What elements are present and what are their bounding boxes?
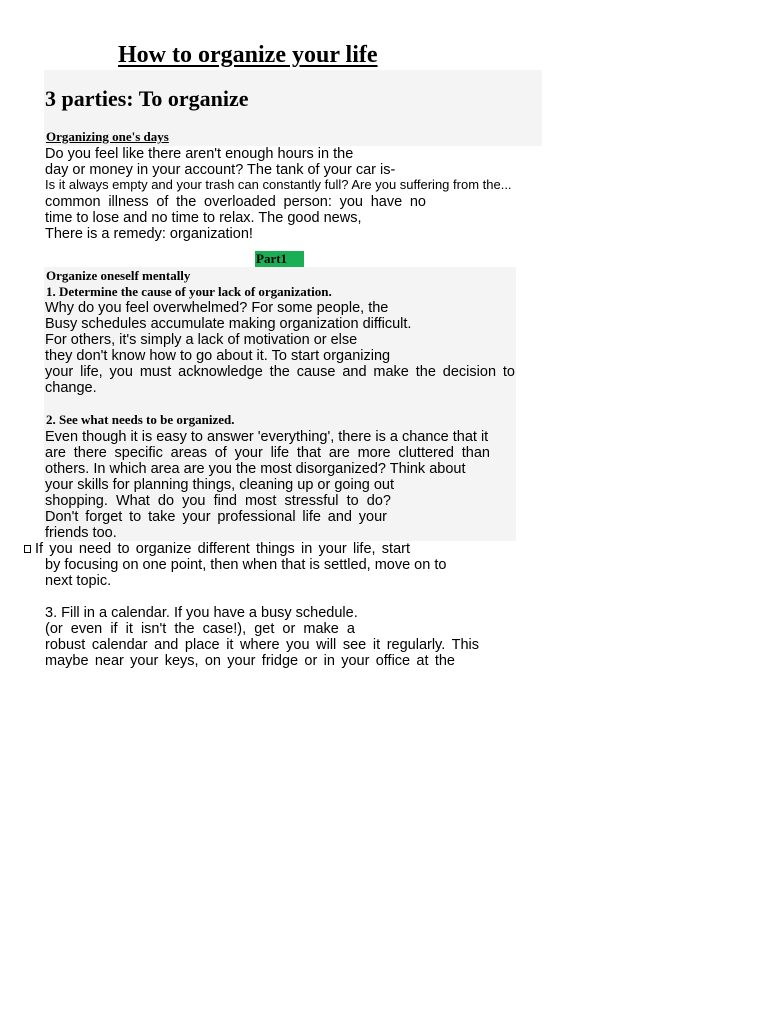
body-line: shopping. What do you find most stressful to do?: [45, 493, 391, 509]
section-heading: Organize oneself mentally: [46, 268, 191, 283]
body-line: are there specific areas of your life that are more cluttered than: [45, 445, 490, 461]
body-line: For others, it's simply a lack of motivation or else: [45, 332, 358, 348]
intro-line: common illness of the overloaded person: you have no: [45, 194, 426, 210]
section-heading: 3 parties: To organize: [45, 86, 249, 111]
body-line: your life, you must acknowledge the cause and make the decision to: [45, 364, 515, 380]
body-line: your skills for planning things, cleaning up or going out: [45, 477, 395, 493]
intro-line: There is a remedy: organization!: [45, 226, 253, 242]
page-title: How to organize your life: [118, 42, 378, 68]
body-line: 3. Fill in a calendar. If you have a busy schedule.: [45, 605, 358, 621]
bullet-line: next topic.: [45, 573, 112, 589]
body-line: (or even if it isn't the case!), get or make a: [45, 621, 355, 637]
step-title: 2. See what needs to be organized.: [46, 412, 235, 427]
body-line: Don't forget to take your professional life and your: [45, 509, 387, 525]
bullet-line: by focusing on one point, then when that is settled, move on to: [45, 557, 447, 573]
body-line: others. In which area are you the most disorganized? Think about: [45, 461, 466, 477]
intro-line: Do you feel like there aren't enough hours in the: [45, 146, 354, 162]
intro-line: day or money in your account? The tank of your car is-: [45, 162, 396, 178]
subsection-heading: Organizing one's days: [46, 129, 169, 144]
body-line: Even though it is easy to answer 'everything', there is a chance that it: [45, 429, 489, 445]
bullet-line: If you need to organize different things in your life, start: [35, 541, 410, 557]
part-badge: Part1: [255, 251, 304, 267]
body-line: Busy schedules accumulate making organization difficult.: [45, 316, 412, 332]
body-line: maybe near your keys, on your fridge or in your office at the: [45, 653, 455, 669]
intro-line: time to lose and no time to relax. The good news,: [45, 210, 362, 226]
intro-line: Is it always empty and your trash can constantly full? Are you suffering from the...: [45, 177, 512, 192]
step-title: 1. Determine the cause of your lack of organization.: [46, 284, 332, 299]
body-line: change.: [45, 380, 97, 396]
body-line: Why do you feel overwhelmed? For some people, the: [45, 300, 389, 316]
body-line: they don't know how to go about it. To start organizing: [45, 348, 391, 364]
body-line: robust calendar and place it where you will see it regularly. This: [45, 637, 479, 653]
body-line: friends too.: [45, 525, 117, 541]
checkbox-icon: [24, 545, 31, 553]
